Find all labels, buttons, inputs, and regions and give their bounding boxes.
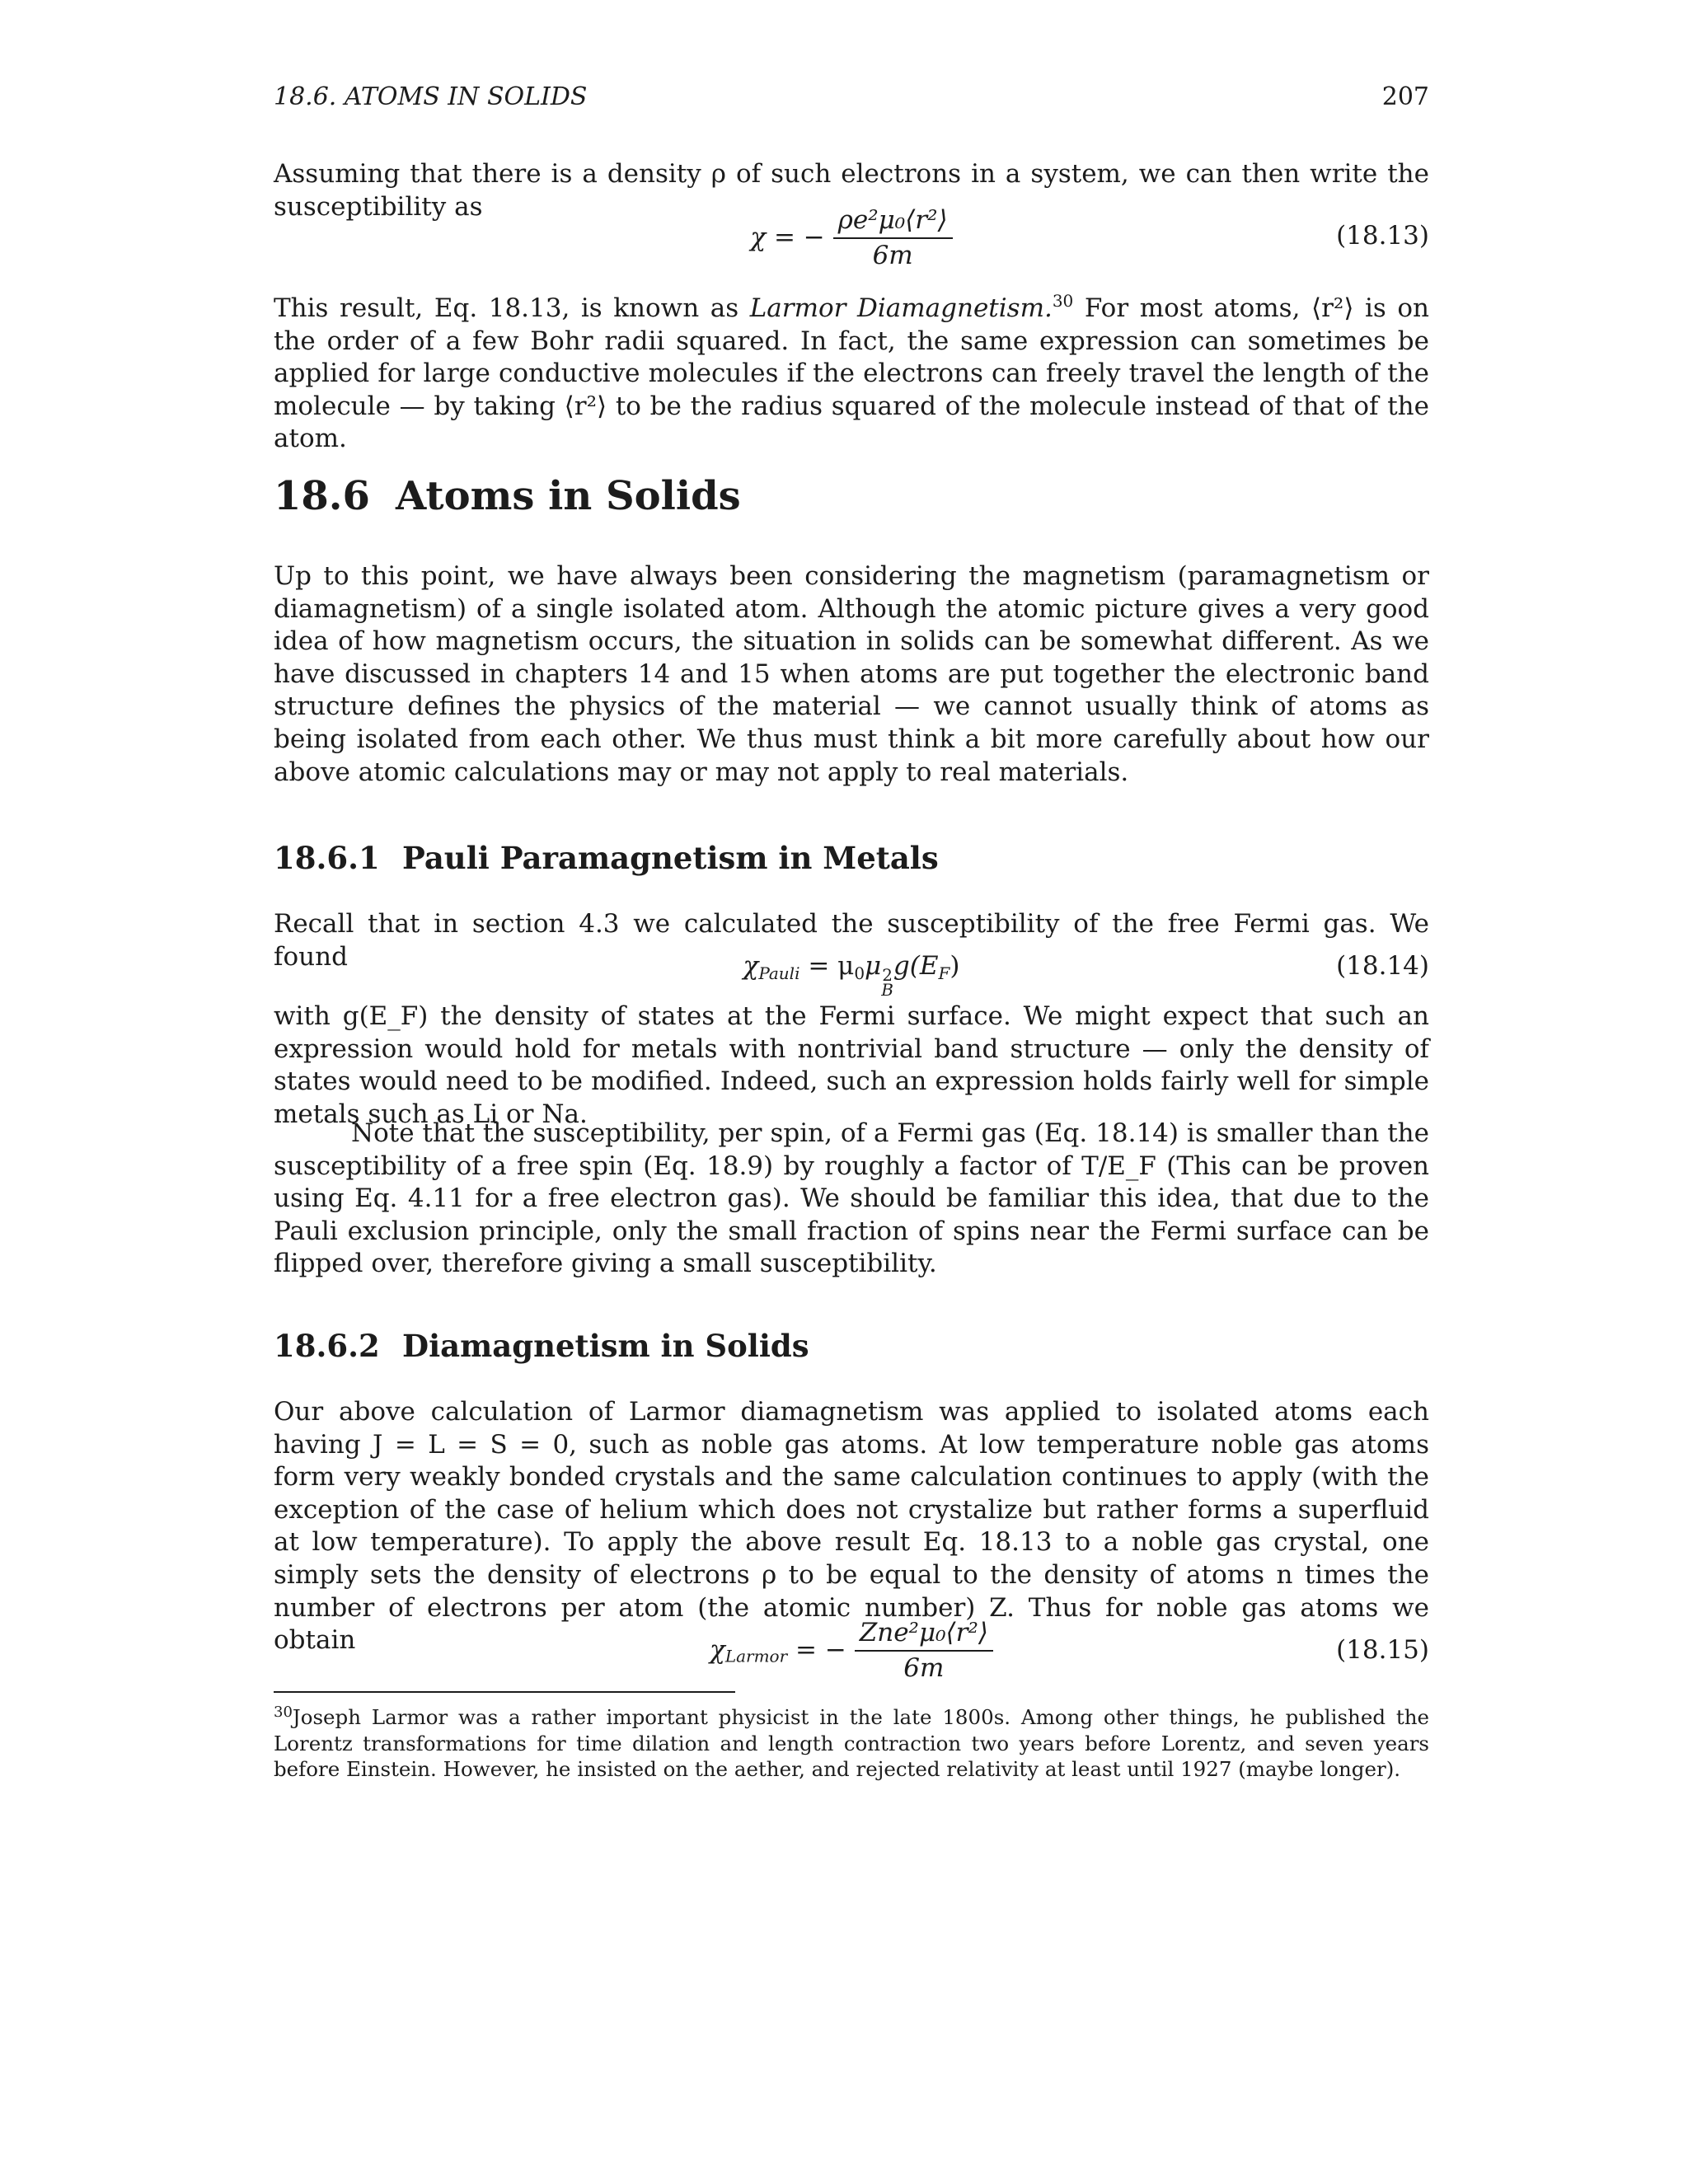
paragraph-density-of-states: with g(E_F) the density of states at the Fermi surface. We might expect that such an expression would hold for metals with nontrivial band structure — only the density of states would need to be modified. Indeed, such an expression holds fairly well for simple metals such as Li or Na. [274,1001,1429,1129]
larmor-diamagnetism-term: Larmor Diamagnetism. [749,293,1053,323]
footnote-divider [274,1691,735,1693]
mu-b-subscript: B [881,980,893,1000]
equation-body [274,951,1429,1000]
closing-paren: ) [950,951,960,981]
equation-lhs: χ = − [750,223,825,252]
equation-number: (18.14) [1336,951,1429,981]
chi-symbol: χ [710,1635,725,1665]
running-header [274,81,1429,114]
section-heading [274,471,741,521]
paragraph-larmor-text-a: This result, Eq. 18.13, is known as [274,293,750,323]
subsection-heading-pauli [274,839,939,877]
ef-subscript: F [938,963,950,983]
equals-mu: = μ [799,951,855,981]
subsection-title: Diamagnetism in Solids [402,1328,809,1364]
section-title: Atoms in Solids [396,473,741,519]
footnote-30 [274,1699,1429,1783]
mu-b-superscript: 2 [882,965,893,985]
equation-18-14 [274,946,1429,1000]
chi-symbol: χ [743,951,759,981]
subsection-number: 18.6.2 [274,1328,380,1364]
paragraph-atoms-in-solids: Up to this point, we have always been considering the magnetism (paramagnetism or diamagnetism) of a single isolated atom. Although the atomic picture gives a very good idea of how magnetism occurs, the situation in solids can be somewhat different. As we have discussed in chapters 14 and 15 when atoms are put together the electronic band structure defines the physics of the material — we cannot usually think of atoms as being isolated from each other. We thus must think a bit more carefully about how our above atomic calculations may or may not apply to real materials. [274,561,1429,787]
equals-minus: = − [787,1635,846,1665]
paragraph-intro: Assuming that there is a density ρ of such electrons in a system, we can then write the susceptibility as [274,159,1429,222]
equation-18-15 [274,1617,1429,1683]
paragraph-fermi-gas-note: Note that the susceptibility, per spin, of a Fermi gas (Eq. 18.14) is smaller than the susceptibility of a free spin (Eq. 18.9) by roughly a factor of T/E_F (This can be proven using Eq. 4.11 for a free electron gas). We should be familiar this idea, that due to the Pauli exclusion principle, only the small fraction of spins near the Fermi surface can be flipped over, therefore giving a small susceptibility. [274,1118,1429,1279]
subsection-title: Pauli Paramagnetism in Metals [402,840,939,876]
mu-b-scripts [881,965,893,1000]
footnote-reference[interactable]: 30 [1052,291,1074,311]
footnote-text: Joseph Larmor was a rather important physicist in the late 1800s. Among other things, he published the Lorentz transformations for time dilation and length contraction two years before Lorentz, and seven years before Einstein. However, he insisted on the aether, and rejected relativity at least until 1927 (maybe longer). [274,1705,1429,1781]
equation-body [274,1617,1429,1683]
section-number: 18.6 [274,473,370,519]
footnote-mark: 30 [274,1704,293,1721]
equation-number: (18.13) [1336,221,1429,251]
paragraph-noble-gas: Our above calculation of Larmor diamagnetism was applied to isolated atoms each having J = L = S = 0, such as noble gas atoms. At low temperature noble gas atoms form very weakly bonded crystals and the same calculation continues to apply (with the exception of the case of helium which does not crystalize but rather forms a superfluid at low temperature). To apply the above result Eq. 18.13 to a noble gas crystal, one simply sets the density of electrons ρ to be equal to the density of atoms n times the number of electrons per atom (the atomic number) Z. Thus for noble gas atoms we obtain [274,1397,1429,1656]
paragraph-larmor-text-b: For most atoms, ⟨r²⟩ is on the order of a few Bohr radii squared. In fact, the same expression can sometimes be applied for large conductive molecules if the electrons can freely travel the length of the molecule — by taking ⟨r²⟩ to be the radius squared of the molecule instead of that of the atom. [274,293,1429,454]
paragraph-recall: Recall that in section 4.3 we calculated the susceptibility of the free Fermi gas. We found [274,909,1429,972]
chi-subscript: Larmor [724,1646,788,1666]
running-title: 18.6. ATOMS IN SOLIDS [274,82,588,111]
chi-subscript: Pauli [758,963,800,983]
mu-b: μ [865,951,882,981]
subsection-heading-diamagnetism [274,1327,809,1365]
page-number: 207 [1381,82,1429,111]
subsection-number: 18.6.1 [274,840,380,876]
equation-numerator: ρe²μ₀⟨r²⟩ [833,204,953,239]
equation-18-13 [274,204,1429,270]
equation-number: (18.15) [1336,1635,1429,1665]
equation-body [274,204,1429,270]
paragraph-larmor [274,285,1429,456]
g-of-e: g(E [893,951,939,981]
equation-fraction [855,1617,993,1683]
mu-subscript: 0 [854,963,865,983]
equation-denominator: 6m [903,1653,945,1683]
equation-denominator: 6m [872,241,913,270]
equation-fraction [833,204,953,270]
equation-numerator: Zne²μ₀⟨r²⟩ [855,1617,993,1652]
